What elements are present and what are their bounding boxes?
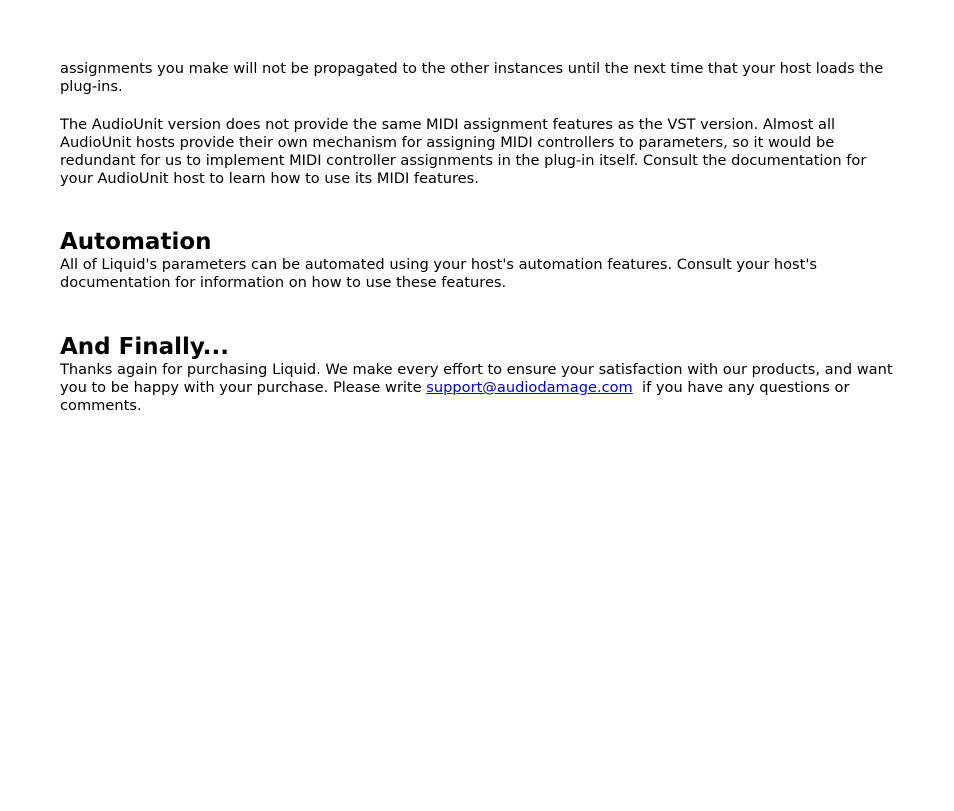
and-finally-heading: And Finally... [60,334,229,360]
and-finally-paragraph [60,361,900,415]
and-finally-text-before: Thanks again for purchasing Liquid. We make every effort to ensure your satisfaction with our products, and want you to be happy with your purchase. Please write [60,361,893,396]
automation-heading: Automation [60,229,212,255]
audiounit-midi-paragraph: The AudioUnit version does not provide the same MIDI assignment features as the VST version. Almost all AudioUnit hosts provide their own mechanism for assigning MIDI controllers to parameters, so it would be redundant for us to implement MIDI controller assignments in the plug-in itself. Consult the documentation for your AudioUnit host to learn how to use its MIDI features. [60,116,867,187]
and-finally-text-after: if you have any questions or comments. [60,379,855,414]
automation-paragraph: All of Liquid's parameters can be automated using your host's automation features. Consult your host's documentation for information on how to use these features. [60,256,817,291]
support-email-link[interactable]: support@audiodamage.com [426,379,633,396]
midi-propagation-paragraph: assignments you make will not be propagated to the other instances until the next time that your host loads the plug-ins. [60,60,884,95]
document-page [60,60,900,415]
